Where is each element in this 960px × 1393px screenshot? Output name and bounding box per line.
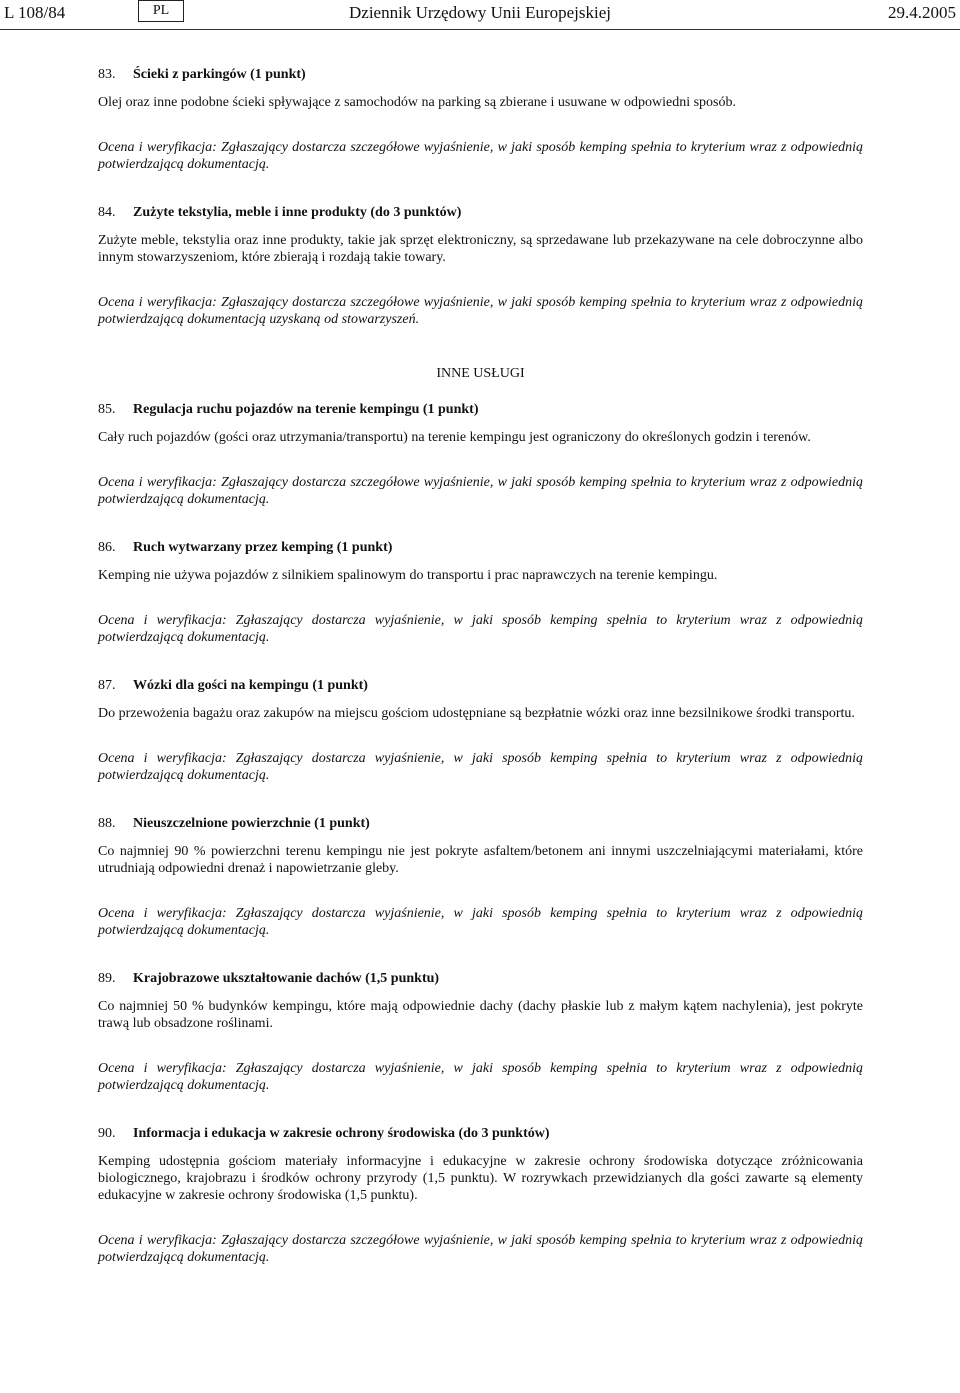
section-heading	[98, 204, 863, 221]
section-title: Ścieki z parkingów (1 punkt)	[133, 67, 306, 82]
section-body: Cały ruch pojazdów (gości oraz utrzymania/transportu) na terenie kempingu jest ograniczony do określonych godzin i terenów.	[98, 430, 811, 445]
section-title: Informacja i edukacja w zakresie ochrony środowiska (do 3 punktów)	[133, 1126, 550, 1141]
section-heading	[98, 66, 863, 83]
section-83	[98, 66, 863, 173]
section-number: 88.	[98, 816, 116, 831]
section-number: 89.	[98, 971, 116, 986]
header-divider	[0, 29, 960, 30]
section-title: Krajobrazowe ukształtowanie dachów (1,5 punktu)	[133, 971, 440, 986]
section-body: Co najmniej 50 % budynków kempingu, które mają odpowiednie dachy (dachy płaskie lub z małym kątem nachylenia), jest pokryte trawą lub obsadzone roślinami.	[98, 999, 863, 1031]
section-body: Zużyte meble, tekstylia oraz inne produkty, takie jak sprzęt elektroniczny, są sprzedawane lub przekazywane na cele dobroczynne albo innym stowarzyszeniom, które zbierają i rozdają takie towary.	[98, 233, 863, 265]
section-number: 84.	[98, 205, 116, 220]
verification-note: Ocena i weryfikacja: Zgłaszający dostarcza wyjaśnienie, w jaki sposób kemping spełnia to kryterium wraz z odpowiednią potwierdzającą dokumentacją.	[98, 613, 863, 645]
section-88	[98, 815, 863, 939]
group-heading: INNE USŁUGI	[436, 366, 525, 381]
verification-note: Ocena i weryfikacja: Zgłaszający dostarcza wyjaśnienie, w jaki sposób kemping spełnia to kryterium wraz z odpowiednią potwierdzającą dokumentacją.	[98, 1061, 863, 1093]
section-heading	[98, 815, 863, 832]
section-title: Ruch wytwarzany przez kemping (1 punkt)	[133, 540, 393, 555]
section-number: 83.	[98, 67, 116, 82]
section-number: 85.	[98, 402, 116, 417]
section-body: Olej oraz inne podobne ścieki spływające z samochodów na parking są zbierane i usuwane w odpowiedni sposób.	[98, 95, 736, 110]
section-heading	[98, 970, 863, 987]
section-84	[98, 204, 863, 328]
section-number: 86.	[98, 540, 116, 555]
section-90	[98, 1125, 863, 1266]
document-body	[98, 66, 863, 1266]
section-86	[98, 539, 863, 646]
journal-title: Dziennik Urzędowy Unii Europejskiej	[349, 3, 612, 22]
verification-note: Ocena i weryfikacja: Zgłaszający dostarcza wyjaśnienie, w jaki sposób kemping spełnia to kryterium wraz z odpowiednią potwierdzającą dokumentacją.	[98, 906, 863, 938]
section-title: Zużyte tekstylia, meble i inne produkty (do 3 punktów)	[133, 205, 462, 220]
section-number: 87.	[98, 678, 116, 693]
verification-note: Ocena i weryfikacja: Zgłaszający dostarcza szczegółowe wyjaśnienie, w jaki sposób kemping spełnia to kryterium wraz z odpowiednią potwierdzającą dokumentacją.	[98, 1233, 863, 1265]
verification-note: Ocena i weryfikacja: Zgłaszający dostarcza wyjaśnienie, w jaki sposób kemping spełnia to kryterium wraz z odpowiednią potwierdzającą dokumentacją.	[98, 751, 863, 783]
section-heading	[98, 1125, 863, 1142]
section-heading	[98, 539, 863, 556]
section-title: Nieuszczelnione powierzchnie (1 punkt)	[133, 816, 370, 831]
section-title: Regulacja ruchu pojazdów na terenie kempingu (1 punkt)	[133, 402, 479, 417]
page-reference: L 108/84	[4, 3, 66, 22]
publication-date: 29.4.2005	[888, 3, 956, 22]
section-title: Wózki dla gości na kempingu (1 punkt)	[133, 678, 368, 693]
language-code-box: PL	[138, 0, 184, 22]
section-85	[98, 401, 863, 508]
section-heading	[98, 677, 863, 694]
page-header	[0, 0, 960, 30]
section-number: 90.	[98, 1126, 116, 1141]
section-body: Do przewożenia bagażu oraz zakupów na miejscu gościom udostępniane są bezpłatnie wózki oraz inne bezsilnikowe środki transportu.	[98, 706, 855, 721]
section-body: Kemping udostępnia gościom materiały informacyjne i edukacyjne w zakresie ochrony środowiska dotyczące zróżnicowania biologicznego, krajobrazu i środków ochrony przyrody (1,5 punktu). W rozrywkach przewidzianych dla gości zawarte są elementy edukacyjne w zakresie ochrony środowiska (1,5 punktu).	[98, 1154, 863, 1203]
section-body: Kemping nie używa pojazdów z silnikiem spalinowym do transportu i prac naprawczych na terenie kempingu.	[98, 568, 718, 583]
verification-note: Ocena i weryfikacja: Zgłaszający dostarcza szczegółowe wyjaśnienie, w jaki sposób kemping spełnia to kryterium wraz z odpowiednią potwierdzającą dokumentacją uzyskaną od stowarzyszeń.	[98, 295, 863, 327]
section-89	[98, 970, 863, 1094]
section-heading	[98, 401, 863, 418]
section-body: Co najmniej 90 % powierzchni terenu kempingu nie jest pokryte asfaltem/betonem ani innymi uszczelniającymi materiałami, które utrudniają odpowiedni drenaż i napowietrzanie gleby.	[98, 844, 863, 876]
section-87	[98, 677, 863, 784]
verification-note: Ocena i weryfikacja: Zgłaszający dostarcza szczegółowe wyjaśnienie, w jaki sposób kemping spełnia to kryterium wraz z odpowiednią potwierdzającą dokumentacją.	[98, 475, 863, 507]
verification-note: Ocena i weryfikacja: Zgłaszający dostarcza szczegółowe wyjaśnienie, w jaki sposób kemping spełnia to kryterium wraz z odpowiednią potwierdzającą dokumentacją.	[98, 140, 863, 172]
